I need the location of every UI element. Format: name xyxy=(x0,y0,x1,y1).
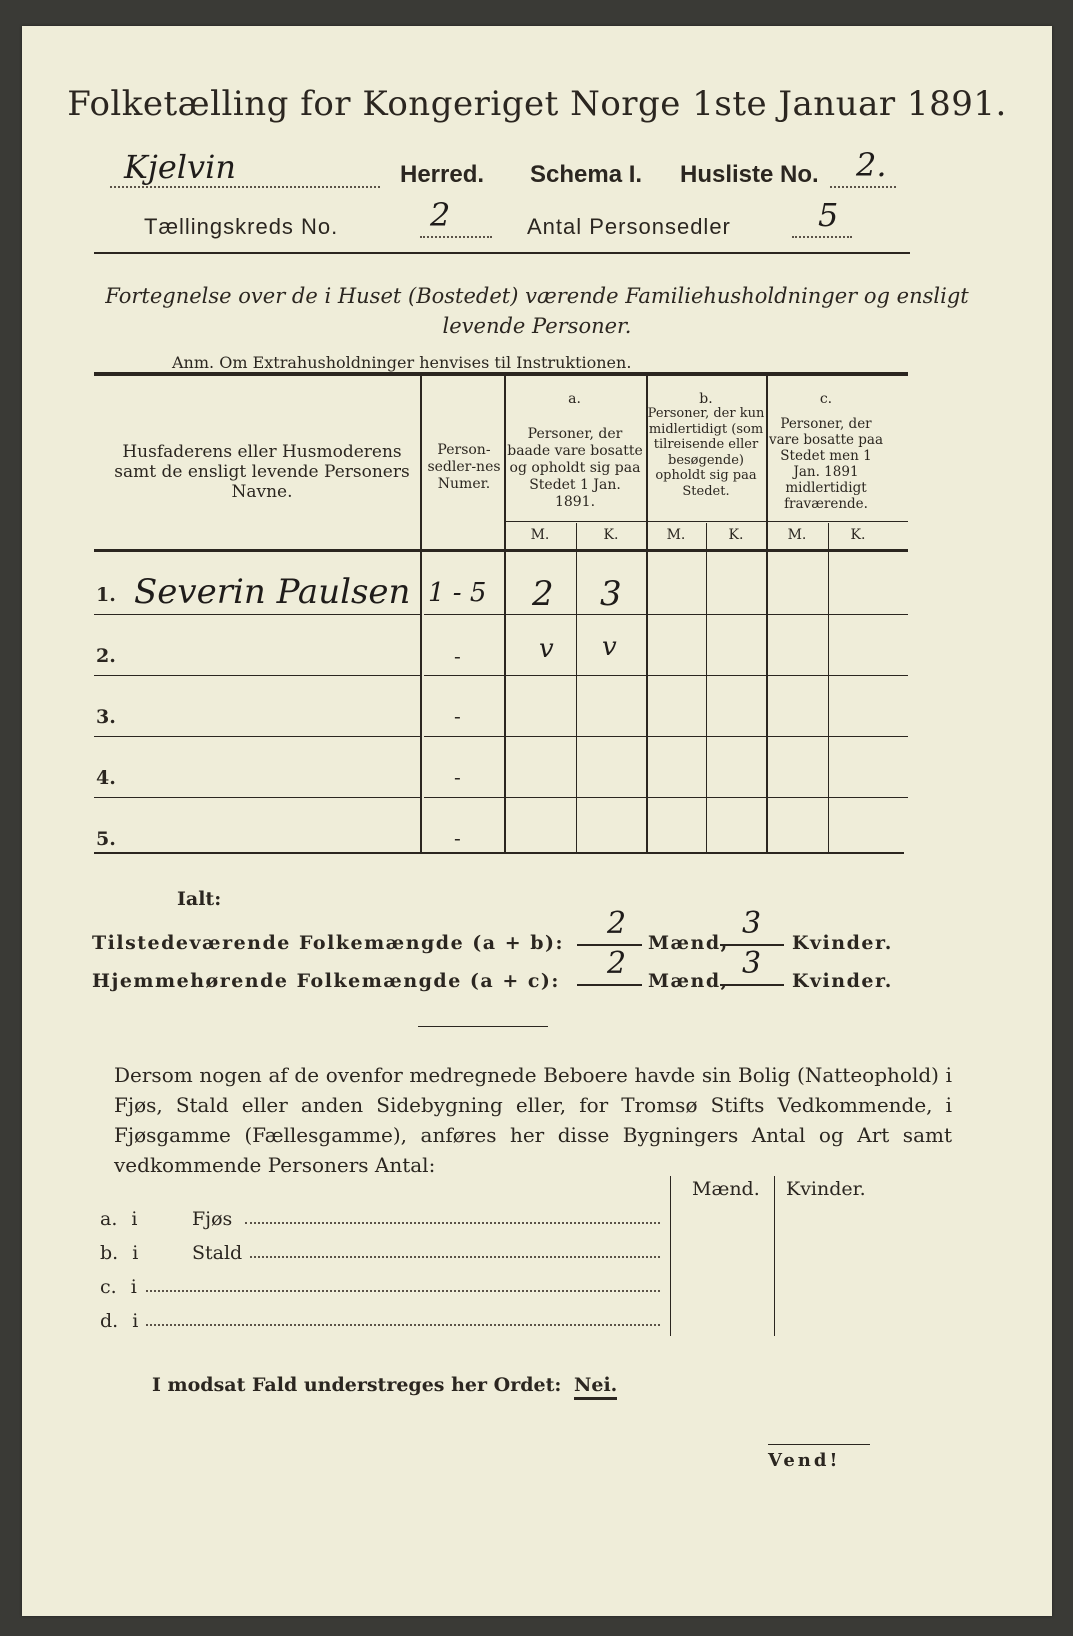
list-i: i xyxy=(131,1208,138,1230)
col-c-letter: c. xyxy=(819,391,833,407)
kreds-value: 2 xyxy=(430,196,451,234)
husliste-value: 2. xyxy=(856,146,887,184)
col-a-text: Personer, der baade vare bosatte og opholdt sig paa Stedet 1 Jan. 1891. xyxy=(507,426,643,510)
list-head-kvinder: Kvinder. xyxy=(786,1178,866,1200)
schema-label: Schema I. xyxy=(530,161,643,188)
hjemme-m-value: 2 xyxy=(607,946,627,981)
header-rule xyxy=(94,252,910,254)
row-number: 1. xyxy=(96,584,116,606)
row-number: 4. xyxy=(96,767,116,789)
col-a-m: M. xyxy=(530,527,550,543)
col-b-k: K. xyxy=(728,527,744,543)
tilstede-label: Tilstedeværende Folkemængde (a + b): xyxy=(92,932,565,954)
nei-word: Nei. xyxy=(574,1374,617,1400)
col-header-num: Person-sedler-nes Numer. xyxy=(427,442,501,492)
vline-c-mk xyxy=(828,523,829,852)
antal-label: Antal Personsedler xyxy=(527,214,731,239)
list-head-maend: Mænd. xyxy=(692,1178,760,1200)
vline-name xyxy=(420,374,422,852)
list-item-d xyxy=(100,1310,138,1332)
tilstede-kvinder: Kvinder. xyxy=(792,932,893,954)
vline-a-mk xyxy=(576,523,577,852)
table-bottom-rule xyxy=(94,852,904,854)
row-line xyxy=(94,675,422,676)
row-line xyxy=(424,736,908,737)
row-num: - xyxy=(454,765,461,789)
row-line xyxy=(94,736,422,737)
row-num: - xyxy=(454,704,461,728)
census-form-page xyxy=(22,26,1052,1616)
hjemme-m-field xyxy=(577,946,642,986)
nei-text: I modsat Fald understreges her Ordet: xyxy=(152,1374,562,1396)
list-letter: c. xyxy=(100,1276,117,1298)
list-i: i xyxy=(132,1310,139,1332)
table-top-rule xyxy=(94,372,908,376)
tilstede-m-value: 2 xyxy=(607,906,627,941)
antal-field xyxy=(792,196,852,242)
vend-rule xyxy=(768,1444,870,1445)
tilstede-k-value: 3 xyxy=(742,906,762,941)
col-c-text: Personer, der vare bosatte paa Stedet men 1 Jan. 1891 midlertidigt fraværende. xyxy=(768,416,884,512)
list-dotline xyxy=(245,1222,660,1224)
list-dotline xyxy=(146,1290,660,1292)
antal-value: 5 xyxy=(818,196,839,234)
list-letter: d. xyxy=(100,1310,119,1332)
col-b-text: Personer, der kun midlertidigt (som tilreisende eller besøgende) opholdt sig paa Stedet. xyxy=(647,406,765,499)
list-item-c xyxy=(100,1276,137,1298)
vline-b-mk xyxy=(706,523,707,852)
hjemme-maend: Mænd, xyxy=(648,970,729,992)
col-a-letter: a. xyxy=(568,391,581,407)
list-vline-1 xyxy=(670,1176,671,1336)
col-b-letter: b. xyxy=(699,391,713,407)
form-title: Folketælling for Kongeriget Norge 1ste Januar 1891. xyxy=(67,84,1007,124)
row-a-k: 3 xyxy=(600,574,622,614)
herred-name-field xyxy=(110,148,400,192)
row-num: - xyxy=(454,644,461,668)
row-number: 2. xyxy=(96,645,116,667)
row-num: 1 - 5 xyxy=(428,578,487,608)
row-num: - xyxy=(454,826,461,850)
hjemme-k-value: 3 xyxy=(742,946,762,981)
list-dotline xyxy=(146,1324,660,1326)
husliste-label: Husliste No. xyxy=(680,161,819,188)
subheader-rule xyxy=(504,521,908,522)
list-item-b xyxy=(100,1242,243,1264)
husliste-field xyxy=(830,146,896,192)
col-c-m: M. xyxy=(787,527,807,543)
vline-num xyxy=(504,374,506,852)
hjemme-kvinder: Kvinder. xyxy=(792,970,893,992)
row-name: Severin Paulsen xyxy=(134,572,411,612)
list-i: i xyxy=(130,1276,137,1298)
list-letter: b. xyxy=(100,1242,119,1264)
nei-sentence xyxy=(152,1374,617,1396)
list-vline-2 xyxy=(774,1176,775,1336)
col-b-m: M. xyxy=(666,527,686,543)
row-line xyxy=(424,614,908,615)
hjemme-label: Hjemmehørende Folkemængde (a + c): xyxy=(92,970,560,992)
list-i: i xyxy=(132,1242,139,1264)
row-number: 5. xyxy=(96,828,116,850)
herred-label: Herred. xyxy=(400,161,485,188)
col-a-k: K. xyxy=(603,527,619,543)
hjemme-k-field xyxy=(720,946,784,986)
row-line xyxy=(424,797,908,798)
list-dotline xyxy=(250,1256,660,1258)
kreds-field xyxy=(420,196,492,242)
ialt-label: Ialt: xyxy=(177,888,222,910)
row-a-m: v xyxy=(539,634,554,664)
list-text: Fjøs xyxy=(192,1208,233,1230)
anm-note: Anm. Om Extrahusholdninger henvises til Instruktionen. xyxy=(172,353,632,372)
tilstede-m-field xyxy=(577,906,642,946)
vline-a xyxy=(646,374,648,852)
list-text: Stald xyxy=(192,1242,243,1264)
kreds-label: Tællingskreds No. xyxy=(144,214,339,239)
col-header-name: Husfaderens eller Husmoderens samt de ensligt levende Personers Navne. xyxy=(114,442,410,502)
vend-label: Vend! xyxy=(768,1450,841,1471)
row-line xyxy=(424,675,908,676)
section-divider xyxy=(418,1026,548,1027)
row-line xyxy=(94,614,422,615)
tilstede-k-field xyxy=(720,906,784,946)
row-a-k: v xyxy=(602,632,617,662)
list-item-a xyxy=(100,1208,233,1230)
row-a-m: 2 xyxy=(532,574,554,614)
herred-name-value: Kjelvin xyxy=(124,148,236,186)
row-line xyxy=(94,797,422,798)
list-letter: a. xyxy=(100,1208,118,1230)
vline-b xyxy=(766,374,768,852)
col-c-k: K. xyxy=(850,527,866,543)
sidebygning-paragraph: Dersom nogen af de ovenfor medregnede Beboere havde sin Bolig (Natteophold) i Fjøs, Stald eller anden Sidebygning eller, for Tromsø Stifts Vedkommende, i Fjøsgamme (Fællesgamme), anføres her disse Bygningers Antal og Art samt vedkommende Personers Antal: xyxy=(114,1063,952,1177)
header-bottom-rule xyxy=(94,549,908,552)
intro-text: Fortegnelse over de i Huset (Bostedet) værende Familiehusholdninger og ensligt levende Personer. xyxy=(105,284,969,338)
row-number: 3. xyxy=(96,706,116,728)
tilstede-maend: Mænd, xyxy=(648,932,729,954)
